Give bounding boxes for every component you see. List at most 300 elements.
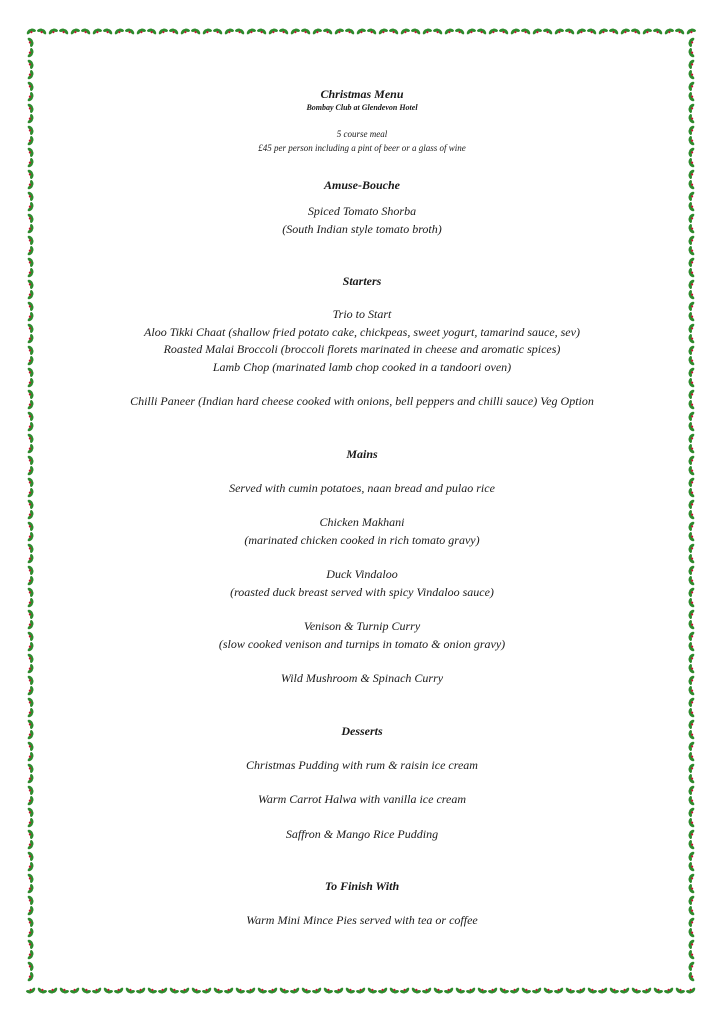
holly-sprig-icon <box>575 986 588 996</box>
holly-sprig-icon <box>26 476 36 489</box>
holly-sprig-icon <box>586 26 599 36</box>
holly-sprig-icon <box>686 850 696 863</box>
holly-sprig-icon <box>26 333 36 346</box>
holly-sprig-icon <box>26 696 36 709</box>
holly-sprig-icon <box>686 498 696 511</box>
holly-sprig-icon <box>26 267 36 280</box>
holly-sprig-icon <box>686 113 696 126</box>
holly-sprig-icon <box>113 26 126 36</box>
holly-sprig-icon <box>201 26 214 36</box>
holly-sprig-icon <box>26 146 36 159</box>
holly-sprig-icon <box>26 487 36 500</box>
holly-sprig-icon <box>686 421 696 434</box>
holly-sprig-icon <box>686 883 696 896</box>
starters-heading: Starters <box>342 274 382 288</box>
holly-sprig-icon <box>26 91 36 104</box>
holly-sprig-icon <box>686 124 696 137</box>
holly-sprig-icon <box>377 986 390 996</box>
holly-sprig-icon <box>157 986 170 996</box>
starter-veg-option: Chilli Paneer (Indian hard cheese cooked with onions, bell peppers and chilli sauce) Veg Option <box>130 394 594 408</box>
holly-sprig-icon <box>686 619 696 632</box>
holly-sprig-icon <box>47 986 60 996</box>
holly-sprig-icon <box>344 26 357 36</box>
holly-sprig-icon <box>26 850 36 863</box>
amuse-bouche-heading: Amuse-Bouche <box>323 178 400 192</box>
holly-sprig-icon <box>686 729 696 742</box>
holly-sprig-icon <box>26 344 36 357</box>
holly-sprig-icon <box>686 454 696 467</box>
holly-sprig-icon <box>124 26 137 36</box>
holly-sprig-icon <box>366 986 379 996</box>
holly-sprig-icon <box>686 597 696 610</box>
holly-sprig-icon <box>26 509 36 522</box>
holly-sprig-icon <box>686 69 696 82</box>
holly-sprig-icon <box>278 986 291 996</box>
holly-sprig-icon <box>686 828 696 841</box>
holly-sprig-icon <box>256 986 269 996</box>
holly-sprig-icon <box>686 201 696 214</box>
holly-sprig-icon <box>355 986 368 996</box>
holly-sprig-icon <box>686 410 696 423</box>
holly-sprig-icon <box>454 986 467 996</box>
holly-sprig-icon <box>26 960 36 973</box>
holly-sprig-icon <box>531 26 544 36</box>
holly-sprig-icon <box>686 300 696 313</box>
holly-sprig-icon <box>531 986 544 996</box>
holly-sprig-icon <box>686 102 696 115</box>
holly-sprig-icon <box>26 861 36 874</box>
holly-sprig-icon <box>686 256 696 269</box>
holly-sprig-icon <box>686 685 696 698</box>
holly-sprig-icon <box>102 986 115 996</box>
holly-sprig-icon <box>663 26 676 36</box>
holly-sprig-icon <box>686 674 696 687</box>
holly-sprig-icon <box>443 986 456 996</box>
holly-sprig-icon <box>597 26 610 36</box>
holly-sprig-icon <box>26 718 36 731</box>
holly-sprig-icon <box>245 26 258 36</box>
holly-sprig-icon <box>686 487 696 500</box>
holly-sprig-icon <box>686 190 696 203</box>
holly-sprig-icon <box>686 542 696 555</box>
holly-sprig-icon <box>454 26 467 36</box>
holly-sprig-icon <box>26 652 36 665</box>
holly-sprig-icon <box>686 762 696 775</box>
holly-sprig-icon <box>686 839 696 852</box>
holly-sprig-icon <box>641 26 654 36</box>
holly-sprig-icon <box>520 26 533 36</box>
dessert-item: Saffron & Mango Rice Pudding <box>285 826 439 841</box>
holly-sprig-icon <box>686 432 696 445</box>
holly-sprig-icon <box>91 26 104 36</box>
holly-sprig-icon <box>686 817 696 830</box>
holly-sprig-icon <box>26 938 36 951</box>
holly-sprig-icon <box>542 26 555 36</box>
holly-sprig-icon <box>212 26 225 36</box>
holly-sprig-icon <box>355 26 368 36</box>
holly-sprig-icon <box>630 986 643 996</box>
price-info: £45 per person including a pint of beer or a glass of wine <box>258 143 466 153</box>
holly-sprig-icon <box>608 986 621 996</box>
holly-sprig-icon <box>432 26 445 36</box>
holly-sprig-icon <box>26 278 36 291</box>
starter-item: Roasted Malai Broccoli (broccoli florets marinated in cheese and aromatic spices) <box>163 342 561 356</box>
holly-sprig-icon <box>26 36 36 49</box>
holly-sprig-icon <box>58 26 71 36</box>
holly-sprig-icon <box>686 476 696 489</box>
holly-sprig-icon <box>267 986 280 996</box>
holly-sprig-icon <box>564 26 577 36</box>
holly-sprig-icon <box>26 135 36 148</box>
holly-sprig-icon <box>26 399 36 412</box>
holly-sprig-icon <box>26 894 36 907</box>
holly-sprig-icon <box>124 986 137 996</box>
starter-item: Lamb Chop (marinated lamb chop cooked in a tandoori oven) <box>212 359 512 374</box>
holly-sprig-icon <box>686 47 696 60</box>
holly-sprig-icon <box>608 26 621 36</box>
holly-sprig-icon <box>686 773 696 786</box>
holly-sprig-icon <box>212 986 225 996</box>
desserts-heading: Desserts <box>341 723 383 738</box>
holly-sprig-icon <box>686 91 696 104</box>
starter-item: Aloo Tikki Chaat (shallow fried potato cake, chickpeas, sweet yogurt, tamarind sauce, sev) <box>144 324 580 339</box>
holly-sprig-icon <box>311 26 324 36</box>
holly-sprig-icon <box>26 795 36 808</box>
holly-sprig-icon <box>179 986 192 996</box>
holly-sprig-icon <box>26 630 36 643</box>
holly-sprig-icon <box>333 986 346 996</box>
holly-sprig-icon <box>432 986 445 996</box>
holly-sprig-icon <box>256 26 269 36</box>
holly-sprig-icon <box>26 905 36 918</box>
holly-sprig-icon <box>223 986 236 996</box>
holly-sprig-icon <box>26 586 36 599</box>
holly-sprig-icon <box>652 26 665 36</box>
holly-sprig-icon <box>686 465 696 478</box>
holly-sprig-icon <box>509 26 522 36</box>
main-item-description: (roasted duck breast served with spicy Vindaloo sauce) <box>230 584 494 599</box>
holly-sprig-icon <box>553 26 566 36</box>
holly-sprig-icon <box>685 986 696 996</box>
amuse-bouche-description: (South Indian style tomato broth) <box>282 221 442 236</box>
holly-sprig-icon <box>26 157 36 170</box>
holly-sprig-icon <box>157 26 170 36</box>
holly-sprig-icon <box>168 986 181 996</box>
holly-sprig-icon <box>686 608 696 621</box>
holly-sprig-icon <box>26 410 36 423</box>
holly-sprig-icon <box>26 256 36 269</box>
holly-sprig-icon <box>377 26 390 36</box>
holly-sprig-icon <box>686 146 696 159</box>
menu-title: Christmas Menu <box>320 87 404 101</box>
holly-sprig-icon <box>26 839 36 852</box>
holly-sprig-icon <box>686 135 696 148</box>
holly-sprig-icon <box>201 986 214 996</box>
holly-sprig-icon <box>26 784 36 797</box>
holly-sprig-icon <box>487 986 500 996</box>
holly-sprig-icon <box>686 707 696 720</box>
holly-sprig-icon <box>245 986 258 996</box>
holly-sprig-icon <box>686 80 696 93</box>
holly-sprig-icon <box>652 986 665 996</box>
holly-sprig-icon <box>26 971 36 984</box>
holly-sprig-icon <box>686 278 696 291</box>
holly-sprig-icon <box>26 949 36 962</box>
mains-served-with: Served with cumin potatoes, naan bread and pulao rice <box>229 480 495 495</box>
holly-sprig-icon <box>686 223 696 236</box>
holly-sprig-icon <box>686 927 696 940</box>
holly-sprig-icon <box>542 986 555 996</box>
holly-sprig-icon <box>686 267 696 280</box>
mains-heading: Mains <box>346 446 378 461</box>
holly-sprig-icon <box>102 26 115 36</box>
amuse-bouche-dish: Spiced Tomato Shorba <box>307 204 417 218</box>
holly-sprig-icon <box>686 916 696 929</box>
holly-sprig-icon <box>686 168 696 181</box>
holly-sprig-icon <box>686 696 696 709</box>
holly-sprig-icon <box>26 289 36 302</box>
holly-sprig-icon <box>686 630 696 643</box>
holly-sprig-icon <box>26 531 36 544</box>
holly-sprig-icon <box>476 986 489 996</box>
holly-sprig-icon <box>168 26 181 36</box>
holly-sprig-icon <box>421 986 434 996</box>
holly-sprig-icon <box>322 986 335 996</box>
holly-sprig-icon <box>47 26 60 36</box>
holly-sprig-icon <box>26 366 36 379</box>
holly-sprig-icon <box>686 960 696 973</box>
holly-sprig-icon <box>686 377 696 390</box>
holly-sprig-icon <box>26 432 36 445</box>
holly-sprig-icon <box>410 26 423 36</box>
holly-sprig-icon <box>686 586 696 599</box>
main-item-name: Duck Vindaloo <box>326 567 398 581</box>
holly-sprig-icon <box>686 751 696 764</box>
holly-sprig-icon <box>80 26 93 36</box>
holly-sprig-icon <box>686 784 696 797</box>
holly-sprig-icon <box>26 773 36 786</box>
holly-sprig-icon <box>26 26 37 36</box>
holly-sprig-icon <box>300 26 313 36</box>
holly-sprig-icon <box>498 26 511 36</box>
holly-sprig-icon <box>686 553 696 566</box>
holly-sprig-icon <box>146 26 159 36</box>
finish-heading: To Finish With <box>324 879 400 893</box>
holly-sprig-icon <box>289 26 302 36</box>
holly-sprig-icon <box>26 234 36 247</box>
dessert-item: Christmas Pudding with rum & raisin ice cream <box>246 757 478 772</box>
holly-sprig-icon <box>146 986 159 996</box>
holly-sprig-icon <box>26 674 36 687</box>
holly-sprig-icon <box>686 157 696 170</box>
holly-sprig-icon <box>333 26 346 36</box>
venue-name: Bombay Club at Glendevon Hotel <box>306 103 418 112</box>
holly-sprig-icon <box>686 311 696 324</box>
holly-sprig-icon <box>26 377 36 390</box>
course-info: 5 course meal <box>336 129 388 139</box>
holly-sprig-icon <box>586 986 599 996</box>
finish-item: Warm Mini Mince Pies served with tea or coffee <box>246 913 478 927</box>
holly-sprig-icon <box>410 986 423 996</box>
holly-sprig-icon <box>686 894 696 907</box>
holly-sprig-icon <box>553 986 566 996</box>
holly-sprig-icon <box>80 986 93 996</box>
holly-sprig-icon <box>26 322 36 335</box>
holly-sprig-icon <box>686 36 696 49</box>
holly-sprig-icon <box>26 916 36 929</box>
holly-sprig-icon <box>26 201 36 214</box>
main-item-name: Wild Mushroom & Spinach Curry <box>280 671 444 685</box>
holly-sprig-icon <box>366 26 379 36</box>
holly-sprig-icon <box>388 986 401 996</box>
holly-sprig-icon <box>26 619 36 632</box>
holly-sprig-icon <box>686 399 696 412</box>
holly-sprig-icon <box>26 927 36 940</box>
holly-sprig-icon <box>686 949 696 962</box>
holly-sprig-icon <box>498 986 511 996</box>
holly-sprig-icon <box>58 986 71 996</box>
menu-page <box>50 86 674 930</box>
holly-sprig-icon <box>278 26 291 36</box>
holly-sprig-icon <box>135 986 148 996</box>
holly-sprig-icon <box>26 212 36 225</box>
holly-sprig-icon <box>686 938 696 951</box>
holly-sprig-icon <box>26 443 36 456</box>
holly-sprig-icon <box>686 718 696 731</box>
holly-sprig-icon <box>641 986 654 996</box>
holly-sprig-icon <box>26 47 36 60</box>
holly-sprig-icon <box>26 553 36 566</box>
holly-sprig-icon <box>26 179 36 192</box>
holly-sprig-icon <box>686 212 696 225</box>
holly-sprig-icon <box>26 608 36 621</box>
holly-sprig-icon <box>686 575 696 588</box>
holly-sprig-icon <box>686 905 696 918</box>
holly-sprig-icon <box>26 80 36 93</box>
holly-sprig-icon <box>686 234 696 247</box>
holly-sprig-icon <box>564 986 577 996</box>
holly-sprig-icon <box>686 663 696 676</box>
starters-intro: Trio to Start <box>332 307 392 321</box>
holly-sprig-icon <box>388 26 401 36</box>
holly-sprig-icon <box>686 344 696 357</box>
holly-sprig-icon <box>686 652 696 665</box>
holly-sprig-icon <box>399 986 412 996</box>
holly-sprig-icon <box>443 26 456 36</box>
holly-sprig-icon <box>234 26 247 36</box>
holly-sprig-icon <box>26 740 36 753</box>
holly-sprig-icon <box>26 817 36 830</box>
holly-sprig-icon <box>619 986 632 996</box>
holly-sprig-icon <box>26 190 36 203</box>
holly-sprig-icon <box>686 443 696 456</box>
holly-sprig-icon <box>686 366 696 379</box>
holly-sprig-icon <box>322 26 335 36</box>
holly-sprig-icon <box>26 311 36 324</box>
holly-sprig-icon <box>26 520 36 533</box>
holly-sprig-icon <box>26 751 36 764</box>
holly-sprig-icon <box>26 806 36 819</box>
holly-sprig-icon <box>36 26 49 36</box>
main-item-description: (slow cooked venison and turnips in tomato & onion gravy) <box>218 636 506 651</box>
main-item-name: Venison & Turnip Curry <box>303 619 421 633</box>
dessert-item: Warm Carrot Halwa with vanilla ice cream <box>258 792 466 806</box>
holly-sprig-icon <box>26 872 36 885</box>
holly-sprig-icon <box>686 322 696 335</box>
holly-sprig-icon <box>26 685 36 698</box>
holly-sprig-icon <box>26 883 36 896</box>
holly-sprig-icon <box>26 564 36 577</box>
holly-sprig-icon <box>91 986 104 996</box>
holly-sprig-icon <box>289 986 302 996</box>
holly-sprig-icon <box>26 498 36 511</box>
holly-sprig-icon <box>36 986 49 996</box>
holly-sprig-icon <box>311 986 324 996</box>
holly-sprig-icon <box>26 729 36 742</box>
holly-sprig-icon <box>26 300 36 313</box>
holly-sprig-icon <box>686 520 696 533</box>
holly-sprig-icon <box>344 986 357 996</box>
holly-sprig-icon <box>686 179 696 192</box>
holly-sprig-icon <box>686 289 696 302</box>
holly-sprig-icon <box>26 124 36 137</box>
holly-sprig-icon <box>619 26 632 36</box>
holly-sprig-icon <box>26 454 36 467</box>
holly-sprig-icon <box>135 26 148 36</box>
holly-sprig-icon <box>26 542 36 555</box>
holly-sprig-icon <box>686 333 696 346</box>
holly-sprig-icon <box>26 575 36 588</box>
holly-sprig-icon <box>26 597 36 610</box>
holly-sprig-icon <box>26 986 37 996</box>
holly-sprig-icon <box>520 986 533 996</box>
holly-sprig-icon <box>26 762 36 775</box>
holly-sprig-icon <box>26 355 36 368</box>
holly-sprig-icon <box>465 26 478 36</box>
holly-sprig-icon <box>686 388 696 401</box>
holly-sprig-icon <box>487 26 500 36</box>
holly-sprig-icon <box>26 707 36 720</box>
holly-sprig-icon <box>465 986 478 996</box>
holly-sprig-icon <box>179 26 192 36</box>
holly-sprig-icon <box>26 245 36 258</box>
holly-sprig-icon <box>686 740 696 753</box>
holly-sprig-icon <box>26 223 36 236</box>
holly-sprig-icon <box>190 26 203 36</box>
holly-sprig-icon <box>686 971 696 984</box>
holly-sprig-icon <box>686 58 696 71</box>
holly-sprig-icon <box>674 986 687 996</box>
holly-sprig-icon <box>26 388 36 401</box>
holly-sprig-icon <box>674 26 687 36</box>
holly-sprig-icon <box>190 986 203 996</box>
holly-sprig-icon <box>686 806 696 819</box>
holly-sprig-icon <box>234 986 247 996</box>
main-item-name: Chicken Makhani <box>319 515 405 529</box>
holly-sprig-icon <box>509 986 522 996</box>
holly-sprig-icon <box>686 795 696 808</box>
holly-sprig-icon <box>267 26 280 36</box>
holly-sprig-icon <box>686 531 696 544</box>
holly-sprig-icon <box>685 26 696 36</box>
holly-sprig-icon <box>26 465 36 478</box>
holly-sprig-icon <box>26 69 36 82</box>
holly-sprig-icon <box>26 113 36 126</box>
main-item-description: (marinated chicken cooked in rich tomato gravy) <box>244 532 480 547</box>
holly-sprig-icon <box>26 421 36 434</box>
holly-sprig-icon <box>300 986 313 996</box>
holly-sprig-icon <box>399 26 412 36</box>
